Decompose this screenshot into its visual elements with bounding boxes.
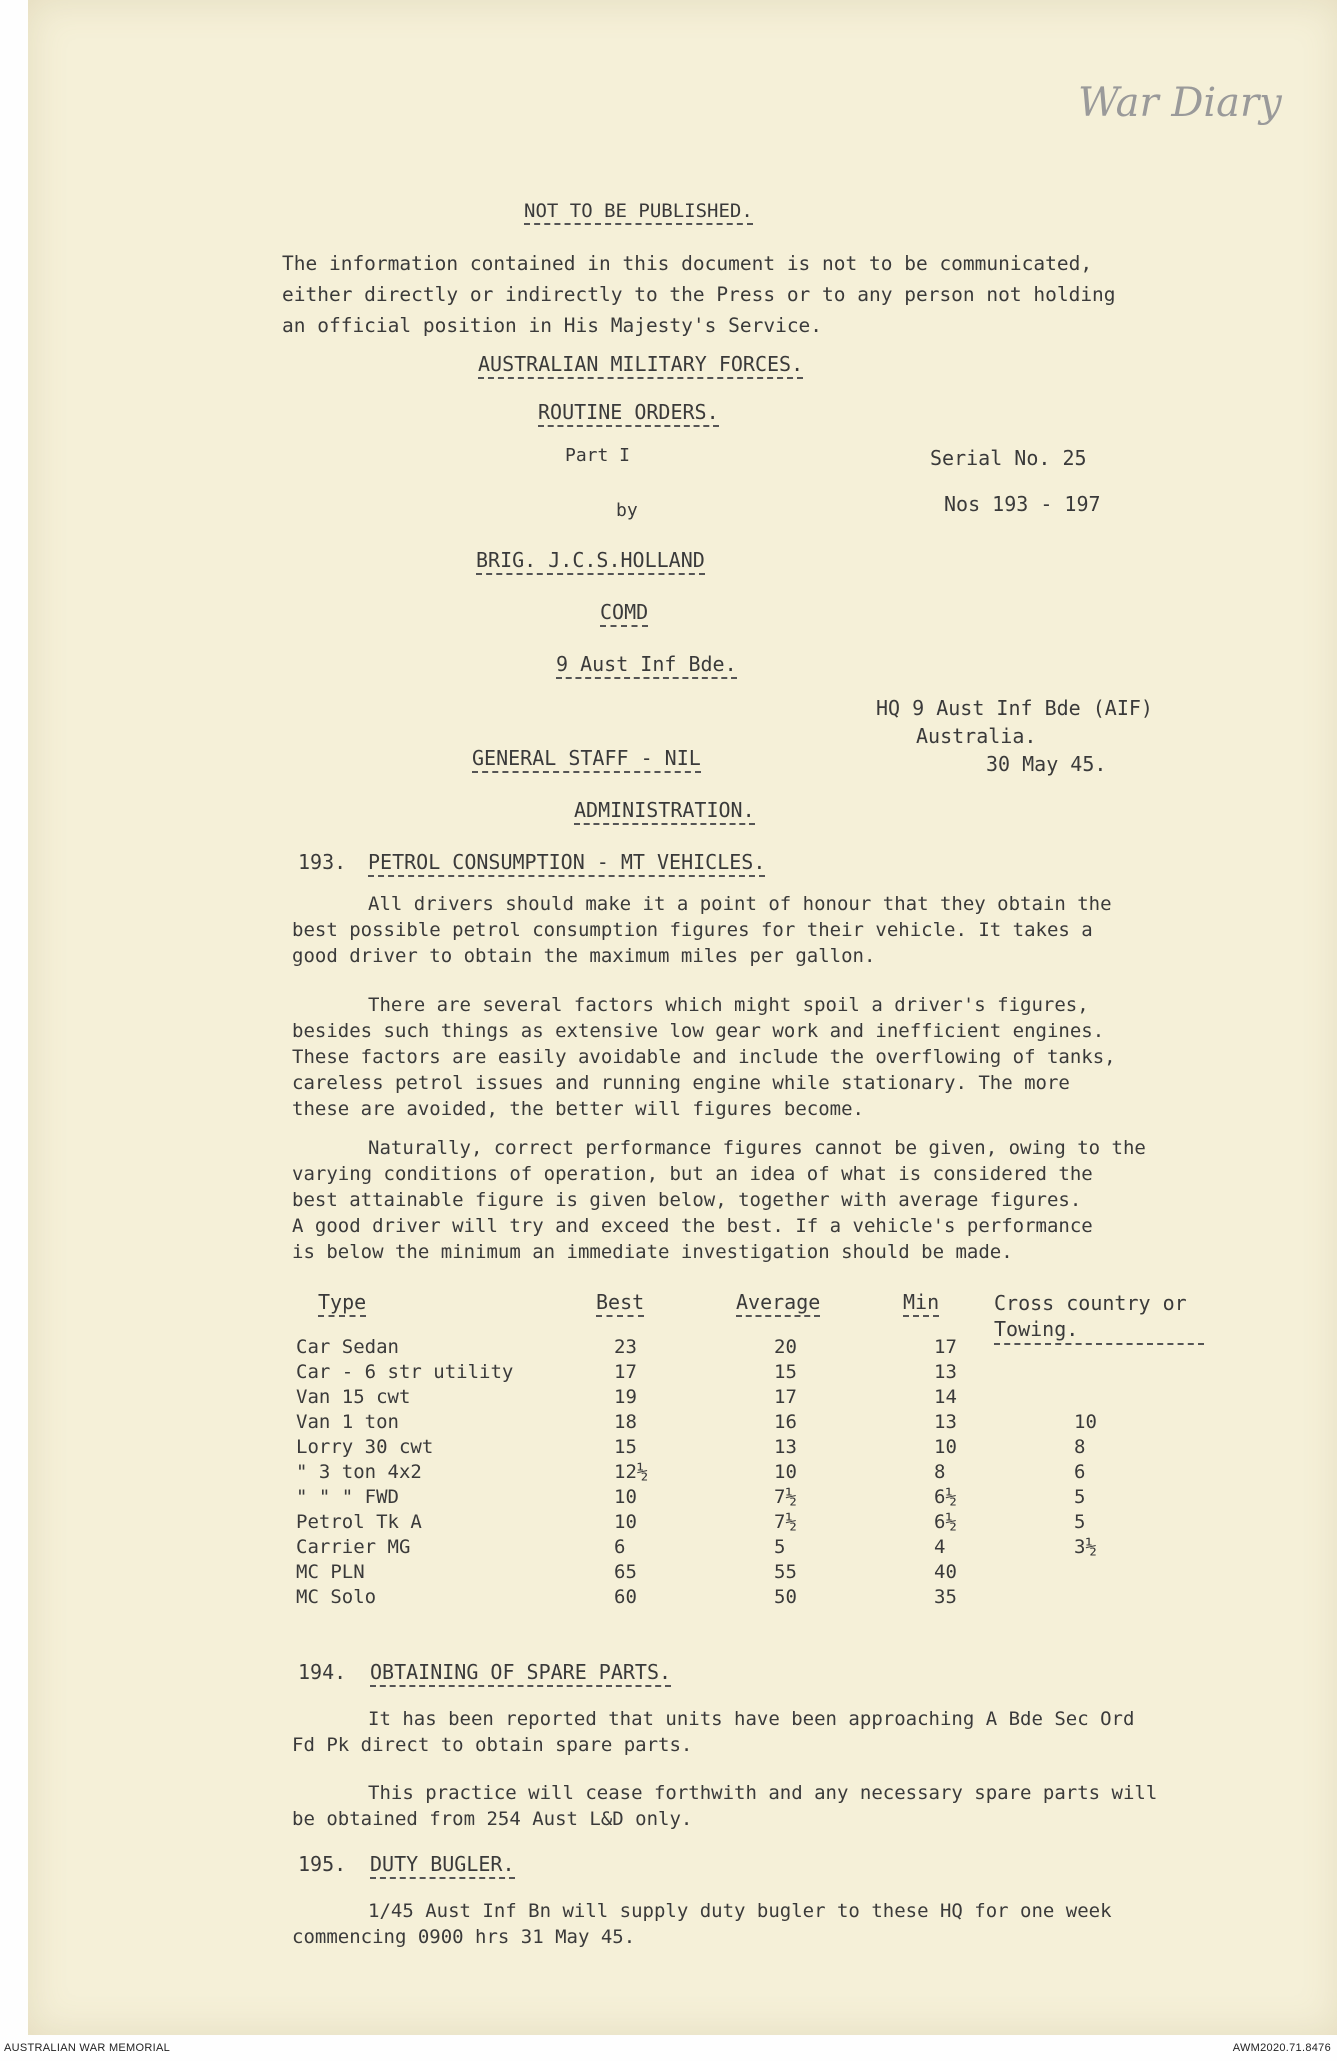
paragraph: 1/45 Aust Inf Bn will supply duty bugler to these HQ for one week commencing 0900 hrs 31 May 45.: [292, 1900, 1112, 1948]
order-numbers: Nos 193 - 197: [944, 492, 1101, 516]
unit-name: 9 Aust Inf Bde.: [556, 652, 737, 679]
general-staff: GENERAL STAFF - NIL: [472, 746, 701, 773]
table-row: [296, 1561, 1196, 1586]
table-cell: 35: [934, 1586, 957, 1608]
table-cell: 15: [774, 1361, 797, 1383]
table-cell: [1066, 1561, 1196, 1586]
table-cell: 23: [614, 1336, 637, 1358]
table-row: [296, 1336, 1196, 1361]
table-cell: 20: [774, 1336, 797, 1358]
table-cell: 3½: [1074, 1536, 1097, 1558]
table-cell: 10: [1074, 1411, 1097, 1433]
table-cell: 6½: [934, 1511, 957, 1533]
table-cell: Petrol Tk A: [296, 1511, 422, 1533]
commander-name: BRIG. J.C.S.HOLLAND: [476, 548, 705, 575]
column-header-cross-country: Cross country or Towing.: [994, 1290, 1204, 1345]
table-cell: Car - 6 str utility: [296, 1361, 514, 1383]
table-cell: 65: [614, 1561, 637, 1583]
table-cell: 8: [934, 1461, 946, 1483]
table-cell: Van 1 ton: [296, 1411, 399, 1433]
table-cell: 17: [774, 1386, 797, 1408]
table-cell: 19: [614, 1386, 637, 1408]
table-cell: 60: [614, 1586, 637, 1608]
hq-block: HQ 9 Aust Inf Bde (AIF) Australia. 30 May 45.: [876, 696, 1153, 776]
paragraph: This practice will cease forthwith and any necessary spare parts will be obtained from 254 Aust L&D only.: [292, 1782, 1158, 1830]
table-cell: MC Solo: [296, 1586, 377, 1608]
by-label: by: [616, 500, 638, 521]
column-header-min: Min: [903, 1290, 939, 1317]
table-cell: 6: [614, 1536, 626, 1558]
table-cell: 50: [774, 1586, 797, 1608]
table-cell: Car Sedan: [296, 1336, 399, 1358]
table-cell: 5: [1074, 1486, 1086, 1508]
petrol-consumption-table: [296, 1336, 1196, 1611]
table-row: [296, 1461, 1196, 1486]
footer-accession-number: AWM2020.71.8476: [1232, 2042, 1331, 2054]
section-number: 194.: [298, 1660, 347, 1684]
table-cell: 17: [614, 1361, 637, 1383]
column-header-average: Average: [736, 1290, 820, 1317]
org-title: AUSTRALIAN MILITARY FORCES.: [478, 352, 803, 379]
table-cell: 5: [1074, 1511, 1086, 1533]
table-cell: 6½: [934, 1486, 957, 1508]
handwritten-annotation: War Diary: [1078, 80, 1282, 126]
table-cell: MC PLN: [296, 1561, 365, 1583]
table-row: [296, 1586, 1196, 1611]
table-cell: 5: [774, 1536, 786, 1558]
table-cell: 18: [614, 1411, 637, 1433]
table-cell: 7½: [774, 1486, 797, 1508]
table-cell: 55: [774, 1561, 797, 1583]
section-title: DUTY BUGLER.: [370, 1852, 515, 1879]
table-cell: " " " FWD: [296, 1486, 399, 1508]
comd-label: COMD: [600, 600, 648, 627]
column-header-type: Type: [318, 1290, 366, 1317]
table-cell: Lorry 30 cwt: [296, 1436, 434, 1458]
table-row: [296, 1486, 1196, 1511]
column-header-best: Best: [596, 1290, 644, 1317]
table-row: [296, 1436, 1196, 1461]
paragraph: It has been reported that units have been approaching A Bde Sec Ord Fd Pk direct to obtain spare parts.: [292, 1708, 1135, 1756]
table-cell: 10: [614, 1511, 637, 1533]
table-row: [296, 1386, 1196, 1411]
table-cell: 10: [614, 1486, 637, 1508]
section-title: PETROL CONSUMPTION - MT VEHICLES.: [368, 850, 765, 877]
table-cell: 8: [1074, 1436, 1086, 1458]
table-cell: [1066, 1586, 1196, 1611]
table-row: [296, 1536, 1196, 1561]
table-cell: " 3 ton 4x2: [296, 1461, 422, 1483]
paragraph: All drivers should make it a point of honour that they obtain the best possible petrol consumption figures for their vehicle. It takes a good driver to obtain the maximum miles per gallon.: [292, 893, 1112, 967]
paragraph: Naturally, correct performance figures cannot be given, owing to the varying conditions of operation, but an idea of what is considered the best attainable figure is given below, together with average figures. A good driver will try and exceed the best. If a vehicle's performance is below the minimum an immediate investigation should be made.: [292, 1137, 1146, 1263]
table-cell: [1066, 1336, 1196, 1361]
serial-number: Serial No. 25: [930, 446, 1087, 470]
heading: NOT TO BE PUBLISHED.: [524, 200, 753, 225]
orders-title: ROUTINE ORDERS.: [538, 400, 719, 427]
table-row: [296, 1361, 1196, 1386]
table-cell: 17: [934, 1336, 957, 1358]
table-cell: 7½: [774, 1511, 797, 1533]
part-label: Part I: [565, 445, 631, 466]
table-cell: 10: [934, 1436, 957, 1458]
footer-institution: AUSTRALIAN WAR MEMORIAL: [4, 2042, 171, 2054]
section-number: 195.: [298, 1852, 347, 1876]
table-row: [296, 1511, 1196, 1536]
warning-text: The information contained in this document is not to be communicated, either directly or indirectly to the Press or to any person not holding an official position in His Majesty's Service.: [282, 252, 1116, 337]
section-title: OBTAINING OF SPARE PARTS.: [370, 1660, 671, 1687]
table-cell: 16: [774, 1411, 797, 1433]
table-cell: 40: [934, 1561, 957, 1583]
table-cell: [1066, 1386, 1196, 1411]
table-cell: 12½: [614, 1461, 649, 1483]
table-cell: [1066, 1361, 1196, 1386]
table-cell: 13: [774, 1436, 797, 1458]
table-cell: 15: [614, 1436, 637, 1458]
paragraph: There are several factors which might spoil a driver's figures, besides such things as extensive low gear work and inefficient engines. These factors are easily avoidable and include the overflowing of tanks, careless petrol issues and running engine while stationary. The more these are avoided, the better will figures become.: [292, 994, 1116, 1120]
table-cell: 13: [934, 1361, 957, 1383]
table-cell: 6: [1074, 1461, 1086, 1483]
table-row: [296, 1411, 1196, 1436]
table-cell: 14: [934, 1386, 957, 1408]
administration-heading: ADMINISTRATION.: [574, 798, 755, 825]
table-cell: Carrier MG: [296, 1536, 411, 1558]
section-number: 193.: [298, 850, 347, 874]
table-cell: Van 15 cwt: [296, 1386, 411, 1408]
table-cell: 4: [934, 1536, 946, 1558]
table-cell: 10: [774, 1461, 797, 1483]
table-cell: 13: [934, 1411, 957, 1433]
